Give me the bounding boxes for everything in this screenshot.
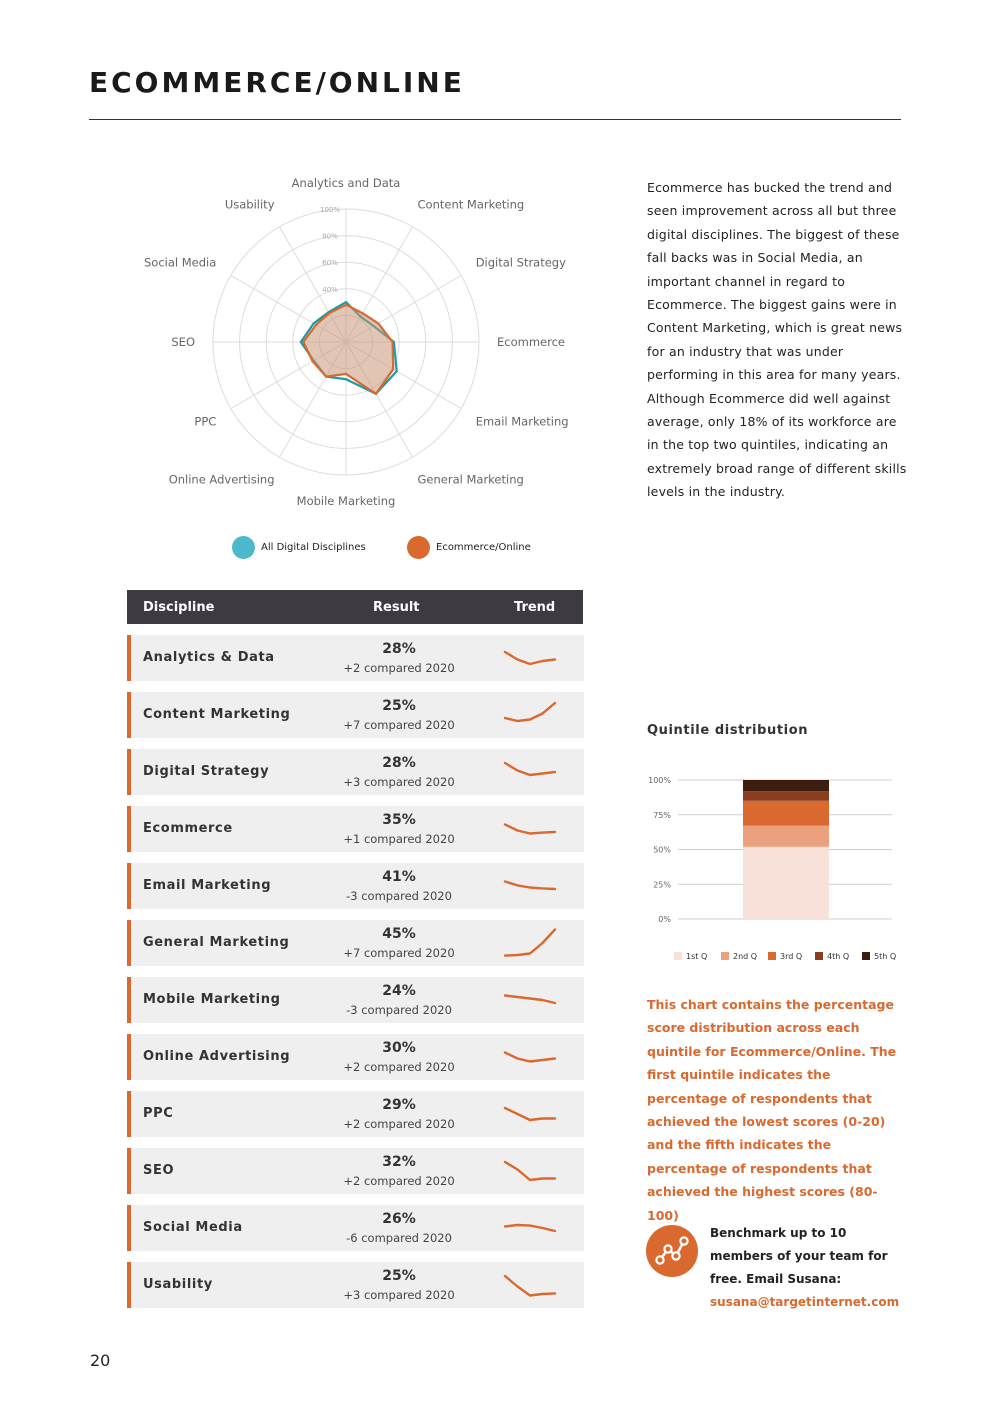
discipline-name: Analytics & Data bbox=[143, 650, 275, 665]
trend-line bbox=[505, 1276, 555, 1296]
quintile-tick-label: 50% bbox=[653, 845, 671, 855]
discipline-name: General Marketing bbox=[143, 935, 290, 950]
result-comparison: +2 compared 2020 bbox=[343, 661, 455, 675]
radar-axis-label: Social Media bbox=[144, 255, 217, 270]
table-row bbox=[127, 1262, 584, 1308]
table-row bbox=[127, 977, 584, 1023]
discipline-name: SEO bbox=[143, 1163, 175, 1178]
radar-axis-label: Content Marketing bbox=[417, 197, 525, 212]
intro-paragraph: Ecommerce has bucked the trend and seen improvement across all but three digital disciplines. The biggest of these fall backs was in Social Media, an important channel in regard to Ecommerce. The biggest gains were in Content Marketing, which is great news for an industry that was under performing in this area for many years. Although Ecommerce did well against average, only 18% of its workforce are in the top two quintiles, indicating an extremely broad range of different skills levels in the industry. bbox=[647, 180, 907, 500]
trend-line bbox=[505, 930, 555, 956]
quintile-chart bbox=[640, 770, 910, 970]
result-comparison: +3 compared 2020 bbox=[343, 775, 455, 789]
quintile-legend-swatch bbox=[815, 952, 823, 960]
quintile-tick-label: 0% bbox=[658, 915, 671, 924]
quintile-segment-1 bbox=[743, 847, 829, 919]
result-percent: 41% bbox=[382, 869, 416, 885]
trend-line bbox=[505, 1162, 555, 1180]
header-trend: Trend bbox=[514, 600, 556, 615]
page-number: 20 bbox=[90, 1351, 111, 1370]
quintile-legend-swatch bbox=[674, 952, 682, 960]
quintile-segment-3 bbox=[743, 801, 829, 826]
quintile-tick-label: 75% bbox=[653, 810, 671, 820]
result-comparison: +2 compared 2020 bbox=[343, 1174, 455, 1188]
quintile-segment-4 bbox=[743, 791, 829, 801]
trend-sparkline bbox=[503, 926, 557, 960]
radar-axis-label: PPC bbox=[194, 414, 217, 429]
table-row bbox=[127, 1034, 584, 1080]
table-row bbox=[127, 806, 584, 852]
trend-sparkline bbox=[503, 641, 557, 675]
result-percent: 28% bbox=[382, 755, 416, 771]
quintile-legend-swatch bbox=[862, 952, 870, 960]
radar-legend bbox=[232, 536, 592, 560]
result-percent: 26% bbox=[382, 1211, 416, 1227]
radar-axis-label: Online Advertising bbox=[168, 472, 275, 487]
trend-sparkline bbox=[503, 698, 557, 732]
radar-tick-label: 40% bbox=[322, 285, 338, 294]
trend-line bbox=[505, 652, 555, 664]
discipline-name: Usability bbox=[143, 1277, 213, 1292]
header-discipline: Discipline bbox=[143, 600, 215, 615]
trend-sparkline bbox=[503, 1154, 557, 1188]
page-title: ECOMMERCE/ONLINE bbox=[89, 66, 465, 99]
quintile-legend-label: 2nd Q bbox=[733, 952, 758, 961]
radar-axis-label: Digital Strategy bbox=[475, 255, 566, 270]
chart-line-icon bbox=[646, 1225, 698, 1277]
trend-sparkline bbox=[503, 812, 557, 846]
result-percent: 45% bbox=[382, 926, 416, 942]
result-comparison: +7 compared 2020 bbox=[343, 946, 455, 960]
result-percent: 35% bbox=[382, 812, 416, 828]
trend-line bbox=[505, 1053, 555, 1062]
table-row bbox=[127, 920, 584, 966]
result-comparison: +2 compared 2020 bbox=[343, 1060, 455, 1074]
discipline-name: Ecommerce bbox=[143, 821, 233, 836]
radar-axis-label: Usability bbox=[224, 197, 275, 212]
trend-sparkline bbox=[503, 1268, 557, 1302]
legend-label-all: All Digital Disciplines bbox=[261, 542, 366, 553]
radar-axis-label: Analytics and Data bbox=[291, 176, 401, 190]
result-percent: 28% bbox=[382, 641, 416, 657]
radar-tick-label: 80% bbox=[322, 232, 338, 241]
radar-axis-label: Mobile Marketing bbox=[296, 494, 396, 508]
trend-sparkline bbox=[503, 755, 557, 789]
radar-chart bbox=[120, 170, 590, 515]
trend-sparkline bbox=[503, 1097, 557, 1131]
result-comparison: +3 compared 2020 bbox=[343, 1288, 455, 1302]
legend-swatch-orange bbox=[407, 536, 430, 559]
quintile-title: Quintile distribution bbox=[647, 723, 809, 738]
table-row bbox=[127, 635, 584, 681]
legend-item-ecommerce bbox=[407, 536, 531, 559]
radar-axis-label: General Marketing bbox=[417, 472, 524, 487]
table-row bbox=[127, 692, 584, 738]
quintile-tick-label: 25% bbox=[653, 880, 671, 890]
quintile-legend-swatch bbox=[768, 952, 776, 960]
quintile-legend-label: 1st Q bbox=[686, 952, 708, 961]
result-comparison: +1 compared 2020 bbox=[343, 832, 455, 846]
table-row bbox=[127, 1148, 584, 1194]
radar-axis-label: Ecommerce bbox=[497, 335, 565, 349]
result-comparison: +2 compared 2020 bbox=[343, 1117, 455, 1131]
title-divider bbox=[89, 119, 901, 120]
radar-axis-label: Email Marketing bbox=[475, 414, 569, 429]
discipline-name: PPC bbox=[143, 1106, 174, 1121]
discipline-name: Email Marketing bbox=[143, 878, 272, 893]
trend-line bbox=[505, 763, 555, 775]
result-comparison: -6 compared 2020 bbox=[346, 1231, 452, 1245]
trend-sparkline bbox=[503, 869, 557, 903]
legend-item-all-disciplines bbox=[232, 536, 366, 559]
discipline-name: Digital Strategy bbox=[143, 764, 270, 779]
quintile-segment-5 bbox=[743, 780, 829, 791]
result-percent: 24% bbox=[382, 983, 416, 999]
radar-tick-label: 100% bbox=[319, 206, 341, 214]
result-percent: 25% bbox=[382, 1268, 416, 1284]
quintile-segment-2 bbox=[743, 826, 829, 847]
radar-tick-label: 60% bbox=[322, 259, 338, 268]
quintile-legend-label: 4th Q bbox=[827, 952, 850, 961]
trend-line bbox=[505, 825, 555, 834]
table-row bbox=[127, 749, 584, 795]
result-comparison: +7 compared 2020 bbox=[343, 718, 455, 732]
table-row bbox=[127, 1091, 584, 1137]
legend-swatch-teal bbox=[232, 536, 255, 559]
discipline-name: Content Marketing bbox=[143, 707, 291, 722]
trend-line bbox=[505, 1225, 555, 1231]
result-percent: 30% bbox=[382, 1040, 416, 1056]
header-result: Result bbox=[373, 600, 420, 615]
discipline-name: Mobile Marketing bbox=[143, 992, 281, 1007]
table-row bbox=[127, 1205, 584, 1251]
result-comparison: -3 compared 2020 bbox=[346, 1003, 452, 1017]
trend-sparkline bbox=[503, 1211, 557, 1245]
benchmark-callout bbox=[710, 1222, 910, 1314]
benchmark-email-link[interactable]: susana@targetinternet.com bbox=[710, 1295, 900, 1309]
discipline-name: Online Advertising bbox=[143, 1049, 291, 1064]
trend-line bbox=[505, 1108, 555, 1120]
benchmark-text: Benchmark up to 10 members of your team for free. Email Susana: bbox=[710, 1226, 888, 1286]
trend-line bbox=[505, 703, 555, 721]
result-percent: 25% bbox=[382, 698, 416, 714]
radar-axis-label: SEO bbox=[171, 335, 195, 349]
quintile-tick-label: 100% bbox=[648, 776, 671, 785]
legend-label-ecommerce: Ecommerce/Online bbox=[436, 542, 531, 553]
trend-sparkline bbox=[503, 983, 557, 1017]
result-percent: 32% bbox=[382, 1154, 416, 1170]
table-header bbox=[127, 590, 583, 624]
quintile-description: This chart contains the percentage score distribution across each quintile for Ecommerce/Online. The first quintile indicates the percentage of respondents that achieved the lowest scores (0-20) and the fifth indicates the percentage of respondents that achieved the highest scores (80-100) bbox=[647, 997, 897, 1223]
trend-line bbox=[505, 882, 555, 890]
result-percent: 29% bbox=[382, 1097, 416, 1113]
trend-line bbox=[505, 996, 555, 1004]
result-comparison: -3 compared 2020 bbox=[346, 889, 452, 903]
quintile-legend-swatch bbox=[721, 952, 729, 960]
quintile-legend-label: 5th Q bbox=[874, 952, 897, 961]
trend-sparkline bbox=[503, 1040, 557, 1074]
quintile-legend-label: 3rd Q bbox=[780, 952, 803, 961]
discipline-name: Social Media bbox=[143, 1220, 243, 1235]
table-row bbox=[127, 863, 584, 909]
